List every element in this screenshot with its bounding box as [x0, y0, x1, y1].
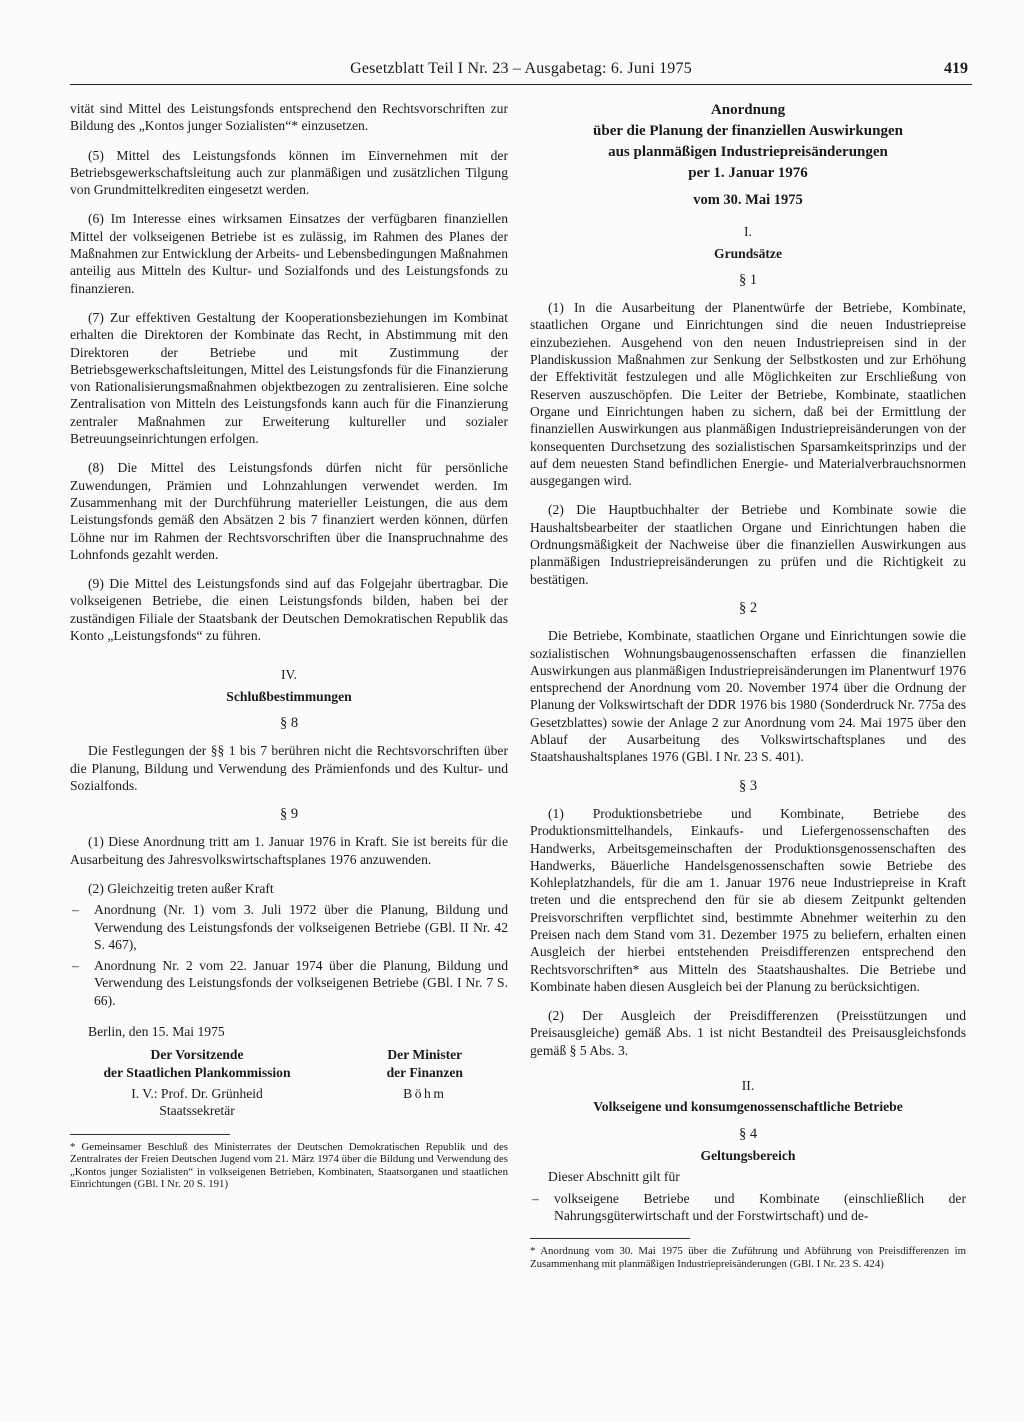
- repealed-list: [70, 901, 508, 1009]
- section-9-paragraph-1: (1) Diese Anordnung tritt am 1. Januar 1976 in Kraft. Sie ist bereits für die Ausarbeitung des Jahresvolkswirtschaftsplanes 1976 anzuwenden.: [70, 834, 508, 867]
- list-item: – Anordnung Nr. 2 vom 22. Januar 1974 über die Planung, Bildung und Verwendung des Leistungsfonds der volkseigenen Betriebe (GBl. I Nr. 7 S. 66).: [70, 957, 508, 1009]
- ordinance-date: vom 30. Mai 1975: [693, 192, 803, 208]
- paragraph-8: (8) Die Mittel des Leistungsfonds dürfen nicht für persönliche Zuwendungen, Prämien und Lohnzahlungen verwendet werden. Im Zusammenhang mit der Durchführung materieller Leistungen, die aus dem Leistungsfonds gemäß den Absätzen 2 bis 7 finanziert werden können, dürfen Löhne nur im Rahmen der Rechtsvorschriften über die Inanspruchnahme des Lohnfonds gezahlt werden.: [70, 460, 508, 562]
- signatory-title: Der Vorsitzende: [150, 1047, 244, 1063]
- section-title-grundsaetze: Grundsätze: [714, 245, 782, 261]
- section-8-heading: § 8: [279, 714, 299, 731]
- list-item: – volkseigene Betriebe und Kombinate (einschließlich der Nahrungsgüterwirtschaft und der Forstwirtschaft) und de-: [530, 1190, 966, 1225]
- ordinance-title-line: Anordnung: [710, 102, 786, 118]
- section-1-paragraph-2: (2) Die Hauptbuchhalter der Betriebe und Kombinate sowie die Haushaltsbearbeiter der staatlichen Organe und Einrichtungen haben die Ordnungsmäßigkeit der Nachweise über die finanziellen Auswirkungen aus planmäßigen Industriepreisänderungen zu prüfen und die Richtigkeit zu bestätigen.: [530, 502, 966, 587]
- signatory-office: der Staatlichen Plankommission: [103, 1064, 291, 1080]
- ordinance-title-line: per 1. Januar 1976: [688, 165, 808, 181]
- ordinance-title-line: aus planmäßigen Industriepreisänderungen: [608, 144, 888, 160]
- section-2-heading: § 2: [738, 599, 758, 616]
- ordinance-title: [530, 100, 966, 184]
- section-number-ii: II.: [741, 1078, 755, 1094]
- section-number-i: I.: [744, 224, 752, 240]
- running-header: [70, 58, 972, 85]
- signatory-name: Böhm: [403, 1085, 447, 1101]
- right-column: [530, 100, 966, 1270]
- section-2-text: Die Betriebe, Kombinate, staatlichen Organe und Einrichtungen sowie die sozialistischen Wohnungsbaugenossenschaften erfassen die finanziellen Auswirkungen aus planmäßigen Industriepreisänderungen im Planentwurf 1976 entsprechend der Anordnung vom 20. November 1974 über die Ordnung der Planung der Volkswirtschaft der DDR 1976 bis 1980 (Sonderdruck Nr. 775a des Gesetzblattes) sowie der Anlage 2 zur Anordnung vom 24. Mai 1975 über den Ablauf der Ausarbeitung des Volkswirtschaftsplanes und des Staatshaushaltsplanes 1976 (GBl. I Nr. 23 S. 401).: [530, 628, 966, 765]
- place-date: Berlin, den 15. Mai 1975: [88, 1024, 225, 1040]
- footnote-right: * Anordnung vom 30. Mai 1975 über die Zuführung und Abführung von Preisdifferenzen im Zusammenhang mit planmäßigen Industriepreisänderungen (GBl. I Nr. 23 S. 424): [530, 1245, 966, 1270]
- section-8-text: Die Festlegungen der §§ 1 bis 7 berühren nicht die Rechtsvorschriften über die Planung, Bildung und Verwendung des Prämienfonds und des Kultur- und Sozialfonds.: [70, 743, 508, 793]
- footnote-left: * Gemeinsamer Beschluß des Ministerrates der Deutschen Demokratischen Republik und des Zentralrates der Freien Deutschen Jugend vom 21. März 1974 über die Bildung und Verwendung des „Kontos junger Sozialisten“ in volkseigenen Betrieben, Kombinaten, Staatsorganen und staatlichen Einrichtungen (GBl. I Nr. 20 S. 191): [70, 1140, 508, 1191]
- signature-finance-minister: [342, 1046, 508, 1119]
- page-number: 419: [944, 60, 968, 77]
- footnote-rule: [70, 1134, 230, 1135]
- section-4-text: Dieser Abschnitt gilt für: [548, 1169, 680, 1185]
- signature-planning-commission: [70, 1046, 324, 1119]
- scope-list: [530, 1190, 966, 1225]
- section-3-paragraph-1: (1) Produktionsbetriebe und Kombinate, Betriebe des Produktionsmittelhandels, Einkaufs- und Liefergenossenschaften des Handwerks, Arbeitsgemeinschaften der Produktionsgenossenschaften des Handwerks, Bäuerliche Handelsgenossenschaften sowie Betriebe des Kohleplatzhandels, für die am 1. Januar 1976 neue Industriepreise in Kraft treten und die entsprechend den für sie ab diesem Zeitpunkt geltenden Preisvorschriften verpflichtet sind, bestimmte Abnehmer weiterhin zu den Preisen nach dem Stand vom 31. Dezember 1975 zu beliefern, erhalten einen Ausgleich der hierbei entstehenden Preisdifferenzen entsprechend den Rechtsvorschriften* aus Mitteln des Staatshaushaltes. Die Betriebe und Kombinate haben diesen Ausgleich bei der Planung zu berücksichtigen.: [530, 805, 966, 994]
- paragraph-6: (6) Im Interesse eines wirksamen Einsatzes der verfügbaren finanziellen Mittel der volkseigenen Betriebe ist es zulässig, im Rahmen des Planes der Maßnahmen zur Entwicklung der Arbeits- und Lebensbedingungen Maßnahmen anteilig aus Mitteln des Kultur- und Sozialfonds und des Leistungsfonds zu finanzieren.: [70, 211, 508, 296]
- section-1-paragraph-1: (1) In die Ausarbeitung der Planentwürfe der Betriebe, Kombinate, staatlichen Organe und Einrichtungen sind die neuen Industriepreise einzubeziehen. Ausgehend von den neuen Industriepreisen sind in der Plandiskussion Maßnahmen zur Senkung der Selbstkosten und zur Erhöhung der Effektivität festzulegen und alle Möglichkeiten zur Erschließung von Reserven auszuschöpfen. Die Leiter der Betriebe, Kombinate, staatlichen Organe und Einrichtungen haben zu sichern, daß bei der Ermittlung der finanziellen Auswirkungen aus planmäßigen Industriepreisänderungen von der konsequenten Durchsetzung des sozialistischen Sparsamkeitsprinzips und der auf dem neuesten Stand befindlichen Energie- und Materialverbrauchsnormen ausgegangen wird.: [530, 300, 966, 489]
- header-title: Gesetzblatt Teil I Nr. 23 – Ausgabetag: 6. Juni 1975: [350, 60, 692, 77]
- section-1-heading: § 1: [738, 271, 758, 288]
- section-9-heading: § 9: [279, 806, 299, 823]
- section-title-volkseigene-betriebe: Volkseigene und konsumgenossenschaftliche Betriebe: [593, 1099, 903, 1115]
- signatory-role: Staatssekretär: [159, 1103, 235, 1119]
- signatory-title: Der Minister: [387, 1047, 463, 1063]
- ordinance-title-line: über die Planung der finanziellen Auswirkungen: [593, 123, 903, 139]
- signatory-office: der Finanzen: [386, 1064, 463, 1080]
- signature-block: [70, 1046, 508, 1119]
- signatory-name: I. V.: Prof. Dr. Grünheid: [131, 1085, 263, 1101]
- paragraph-continued: vität sind Mittel des Leistungsfonds entsprechend den Rechtsvorschriften zur Bildung des „Kontos junger Sozialisten“* einzusetzen.: [70, 101, 508, 134]
- footnote-rule: [530, 1238, 690, 1239]
- section-3-heading: § 3: [738, 777, 758, 794]
- paragraph-7: (7) Zur effektiven Gestaltung der Kooperationsbeziehungen im Kombinat erhalten die Direktoren der Kombinate das Recht, in Abstimmung mit den Direktoren der Betriebe und mit Zustimmung der Betriebsgewerkschaftsleitungen, Mittel des Leistungsfonds für die Finanzierung von Rationalisierungsmaßnahmen objektbezogen zu zentralisieren. Eine solche Zentralisation von Mitteln des Leistungsfonds kann auch für die Finanzierung zentraler Maßnahmen zur Erweiterung kultureller und sozialer Betreuungseinrichtungen erfolgen.: [70, 309, 508, 447]
- section-3-paragraph-2: (2) Der Ausgleich der Preisdifferenzen (Preisstützungen und Preisausgleiche) gemäß Abs. 1 ist nicht Bestandteil des Preisausgleichsfonds gemäß § 5 Abs. 3.: [530, 1008, 966, 1058]
- section-title-schlussbestimmungen: Schlußbestimmungen: [226, 688, 352, 704]
- section-9-paragraph-2: (2) Gleichzeitig treten außer Kraft: [88, 880, 274, 896]
- section-4-subtitle: Geltungsbereich: [700, 1147, 796, 1163]
- section-4-heading: § 4: [738, 1125, 758, 1142]
- paragraph-9: (9) Die Mittel des Leistungsfonds sind auf das Folgejahr übertragbar. Die volkseigenen Betriebe, die einen Leistungsfonds bilden, haben bei der zuständigen Filiale der Staatsbank der Deutschen Demokratischen Republik das Konto „Leistungsfonds“ zu führen.: [70, 576, 508, 644]
- list-item: – Anordnung (Nr. 1) vom 3. Juli 1972 über die Planung, Bildung und Verwendung des Leistungsfonds der volkseigenen Betriebe (GBl. II Nr. 42 S. 467),: [70, 901, 508, 953]
- left-column: [70, 100, 508, 1191]
- paragraph-5: (5) Mittel des Leistungsfonds können im Einvernehmen mit der Betriebsgewerkschaftsleitung auch zur planmäßigen und zusätzlichen Tilgung von Grundmittelkrediten eingesetzt werden.: [70, 147, 508, 198]
- section-number-iv: IV.: [281, 667, 297, 683]
